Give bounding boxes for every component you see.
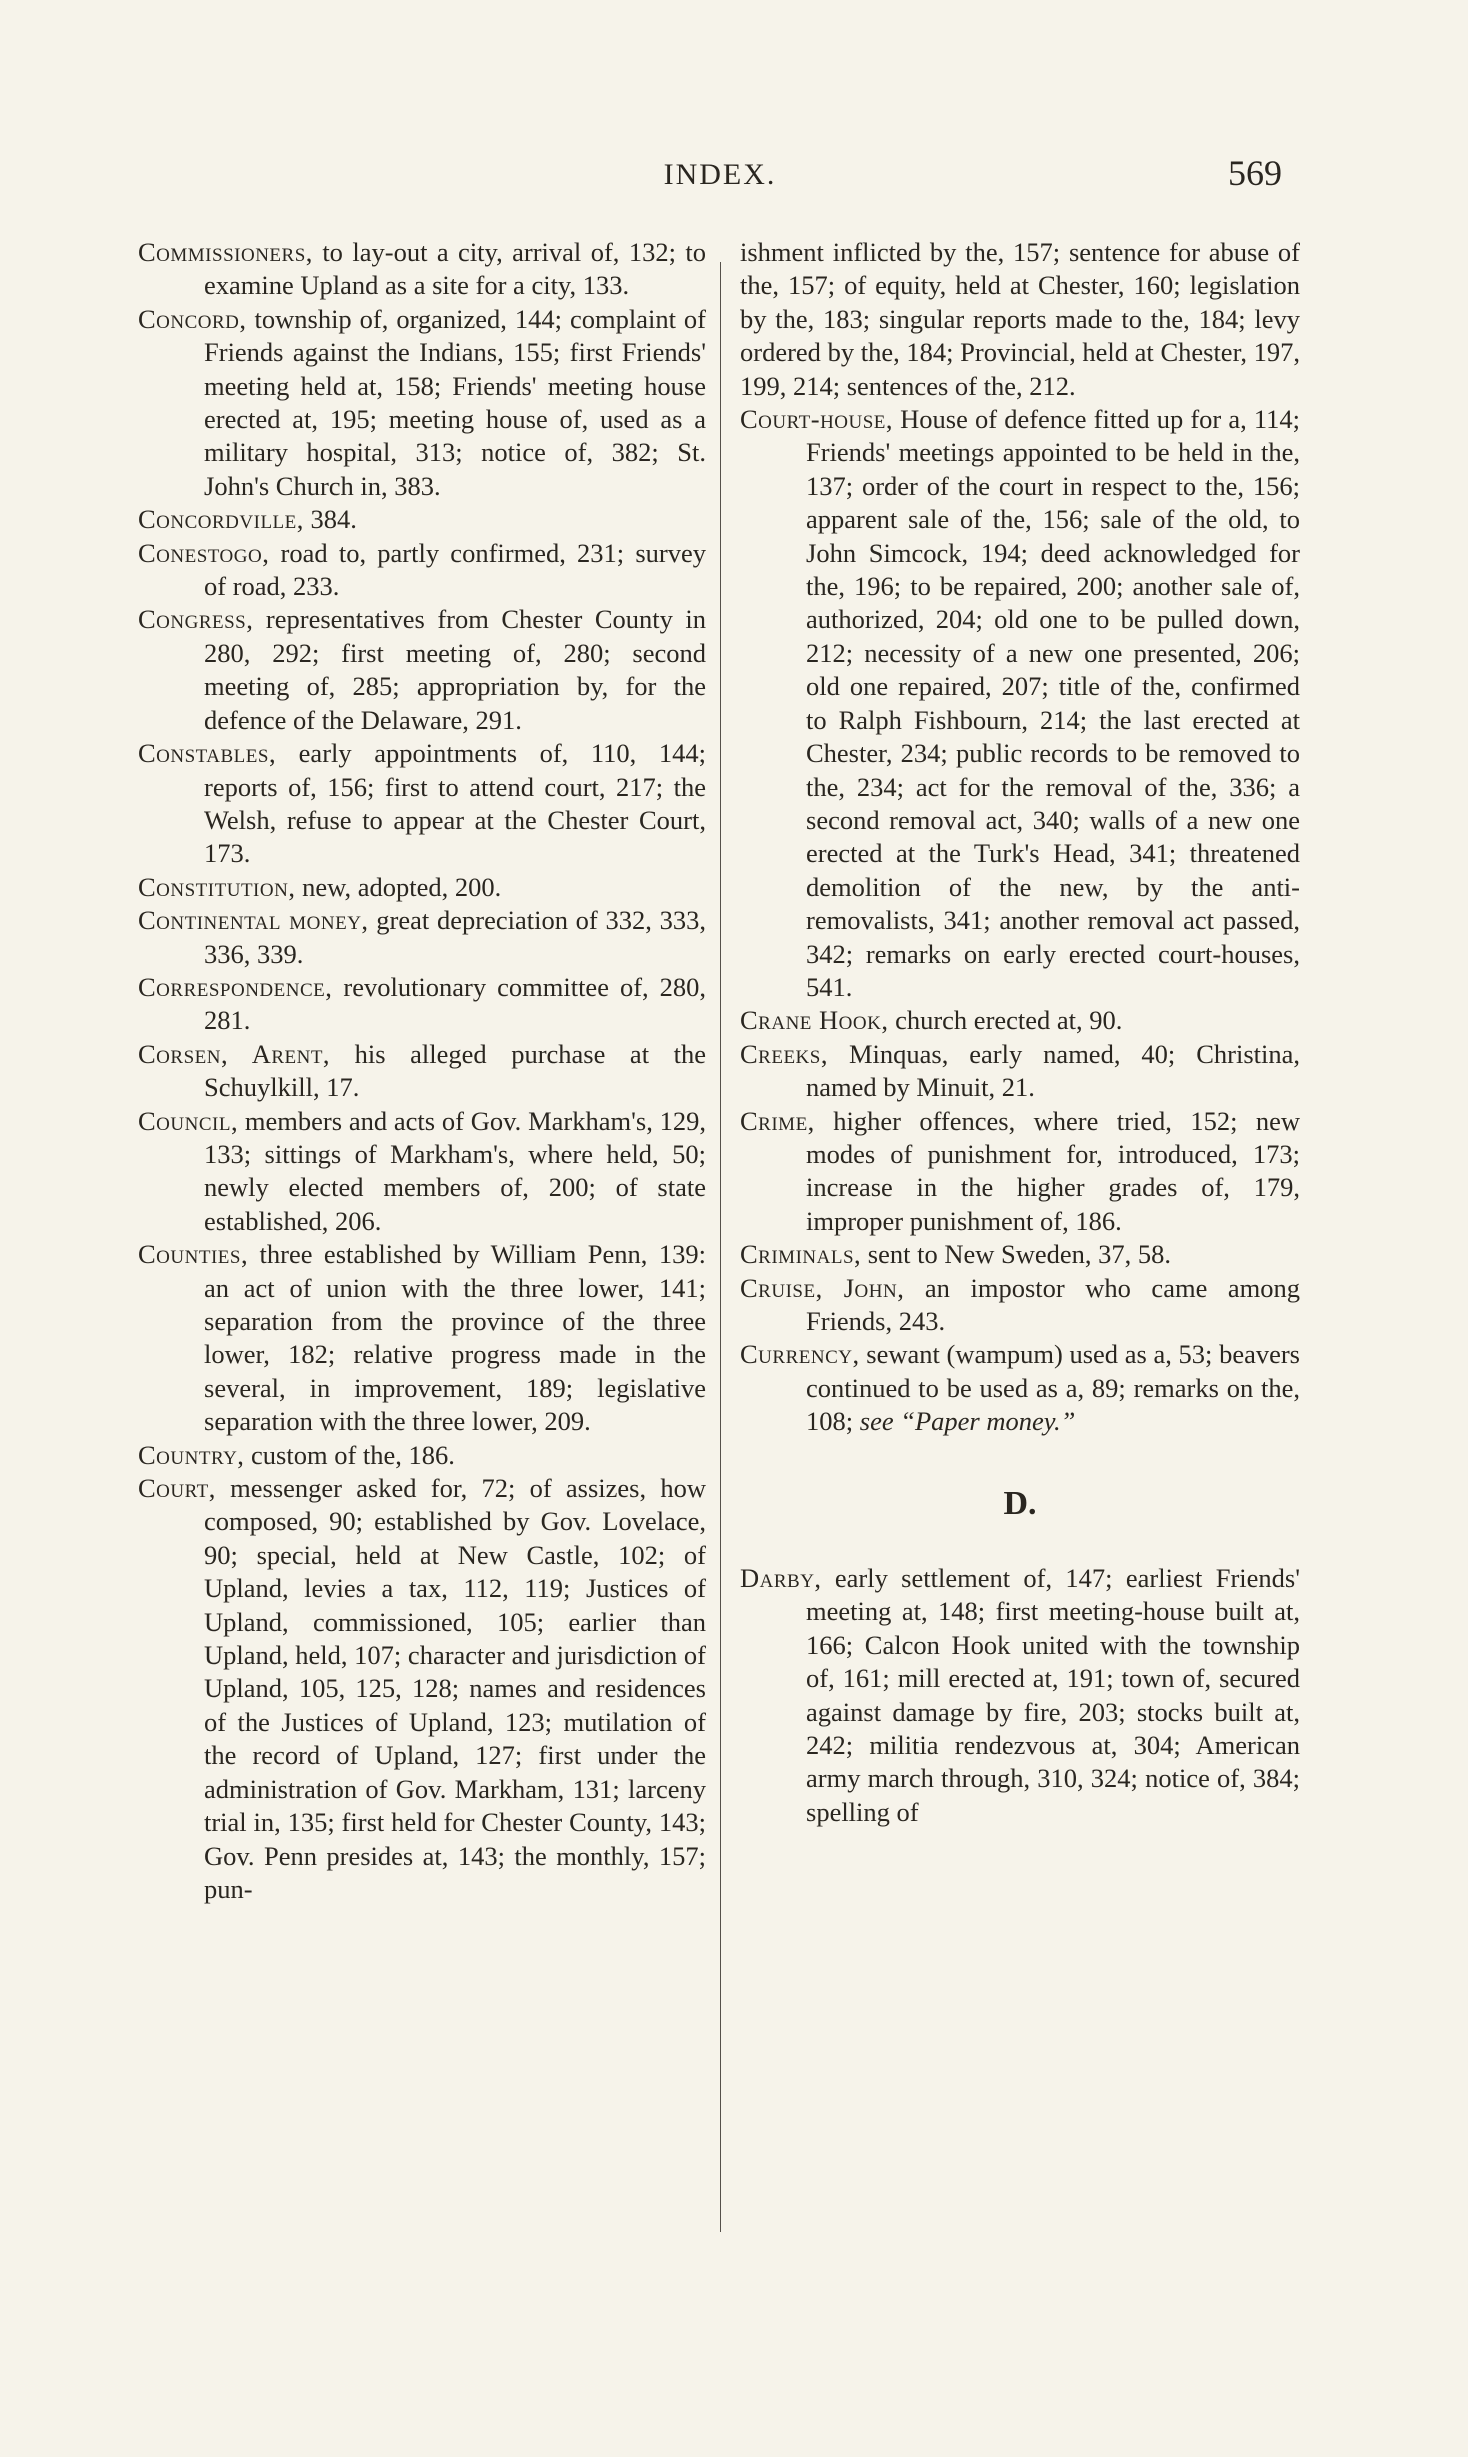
entry-text: an impostor who came among Friends, 243. [806,1272,1301,1336]
entry-text: three established by William Penn, 139: an act of union with the three lower, 141; separation from the province of the three lower, 182; relative progress made in the several, in improvement, 189; legislative separation with the three lower, 209. [204,1239,706,1437]
index-entry [740,1004,1300,1037]
entry-text: 384. [303,504,357,535]
entry-heading: Continental money, [138,905,369,936]
index-entry [138,236,706,303]
running-title: INDEX. [663,158,777,191]
entry-heading: Concord, [138,303,247,334]
index-entry [740,1338,1300,1438]
index-entry [138,537,706,604]
entry-text: to lay-out a city, arrival of, 132; to examine Upland as a site for a city, 133. [204,237,706,301]
entry-heading: Court, [138,1473,216,1504]
index-entry [138,303,706,503]
entry-heading: Constitution, [138,871,296,902]
index-entry [138,503,706,536]
entry-text: early settlement of, 147; earliest Friends' meeting at, 148; first meeting-house built at, 166; Calcon Hook united with the township of, 161; mill erected at, 191; town of, secured against damage by fire, 203; stocks built at, 242; militia rendezvous at, 304; American army march through, 310, 324; notice of, 384; spelling of [806,1563,1300,1827]
entry-heading: Darby, [740,1563,822,1594]
entry-text: sewant (wampum) used as a, 53; beavers continued to be used as a, 89; remarks on the, 108; [806,1339,1300,1437]
index-entry [138,1238,706,1438]
index-entry [740,1272,1300,1339]
left-column [138,236,706,1906]
entry-text: his alleged purchase at the Schuylkill, 17. [204,1038,706,1103]
entry-text: custom of the, 186. [244,1439,455,1470]
index-entry [138,971,706,1038]
entry-heading: Cruise, John, [740,1272,905,1303]
index-entry [138,603,706,737]
entry-text: Minquas, early named, 40; Christina, named by Minuit, 21. [806,1038,1300,1103]
entry-text: representatives from Chester County in 280, 292; first meeting of, 280; second meeting of, 285; appropriation by, for the defence of the Delaware, 291. [204,604,706,735]
entry-text: road to, partly confirmed, 231; survey of road, 233. [204,537,706,602]
entry-heading: Counties, [138,1239,249,1270]
index-entry [740,403,1300,1004]
index-entry [138,1472,706,1906]
entry-heading: Conestogo, [138,537,270,568]
entry-text: church erected at, 90. [888,1005,1123,1036]
entry-text: township of, organized, 144; complaint of Friends against the Indians, 155; first Friends' meeting held at, 158; Friends' meeting house erected at, 195; meeting house of, used as a military hospital, 313; notice of, 382; St. John's Church in, 383. [204,303,706,501]
index-entry [138,871,706,904]
entry-heading: Crime, [740,1105,815,1136]
continued-entry-text: ishment inflicted by the, 157; sentence for abuse of the, 157; of equity, held at Chester, 160; legislation by the, 183; singular reports made to the, 184; levy ordered by the, 184; Provincial, held at Chester, 197, 199, 214; sentences of the, 212. [740,237,1300,401]
entry-heading: Creeks, [740,1038,828,1069]
page-header [0,148,1468,198]
entry-heading: Currency, [740,1339,860,1370]
index-entry [740,1038,1300,1105]
entry-text: members and acts of Gov. Markham's, 129, 133; sittings of Markham's, where held, 50; newly elected members of, 200; of state established, 206. [204,1105,706,1236]
index-entry [138,904,706,971]
index-entry [138,737,706,871]
index-entry [138,1038,706,1105]
entry-text: messenger asked for, 72; of assizes, how composed, 90; established by Gov. Lovelace, 90; special, held at New Castle, 102; of Upland, levies a tax, 112, 119; Justices of Upland, commissioned, 105; earlier than Upland, held, 107; character and jurisdiction of Upland, 105, 125, 128; names and residences of the Justices of Upland, 123; mutilation of the record of Upland, 127; first under the administration of Gov. Markham, 131; larceny trial in, 135; first held for Chester County, 143; Gov. Penn presides at, 143; the monthly, 157; pun- [204,1473,706,1904]
index-entry [740,1238,1300,1271]
page-number: 569 [1228,153,1282,193]
entry-text: early appointments of, 110, 144; reports of, 156; first to attend court, 217; the Welsh, refuse to appear at the Chester Court, 173. [204,738,706,869]
column-divider [720,262,721,2232]
entry-text: great depreciation of 332, 333, 336, 339. [204,905,706,969]
entry-heading: Correspondence, [138,971,333,1002]
entry-text: revolutionary committee of, 280, 281. [204,971,706,1036]
entry-heading: Commissioners, [138,237,313,267]
index-entry [740,1562,1300,1829]
entry-heading: Corsen, Arent, [138,1038,331,1069]
entry-heading: Crane Hook, [740,1005,889,1036]
entry-heading: Country, [138,1439,245,1470]
entry-text: sent to New Sweden, 37, 58. [861,1239,1172,1270]
entry-text: House of defence fitted up for a, 114; Friends' meetings appointed to be held in the, 137; order of the court in respect to the, 156; apparent sale of the, 156; sale of the old, to John Simcock, 194; deed acknowledged for the, 196; to be repaired, 200; another sale of, authorized, 204; old one to be pulled down, 212; necessity of a new one presented, 206; old one repaired, 207; title of the, confirmed to Ralph Fishbourn, 214; the last erected at Chester, 234; public records to be removed to the, 234; act for the removal of the, 336; a second removal act, 340; walls of a new one erected at the Turk's Head, 341; threatened demolition of the new, by the anti-removalists, 341; another removal act passed, 342; remarks on early erected court-houses, 541. [806,404,1300,1002]
entry-heading: Council, [138,1105,239,1136]
entry-heading: Constables, [138,738,277,769]
entry-heading: Concordville, [138,504,304,535]
see-reference-label: see [859,1406,894,1437]
section-letter: D. [1003,1484,1037,1522]
entry-text: higher offences, where tried, 152; new modes of punishment for, introduced, 173; increase in the higher grades of, 179, improper punishment of, 186. [806,1105,1300,1236]
entry-heading: Court-house, [740,404,894,435]
entry-heading: Congress, [138,604,254,635]
index-entry [138,1439,706,1472]
index-entry [138,1105,706,1239]
right-column [740,236,1300,1829]
see-reference: “Paper money.” [893,1406,1076,1437]
entry-text: new, adopted, 200. [295,871,502,902]
entry-heading: Criminals, [740,1239,862,1270]
index-entry [740,1105,1300,1239]
